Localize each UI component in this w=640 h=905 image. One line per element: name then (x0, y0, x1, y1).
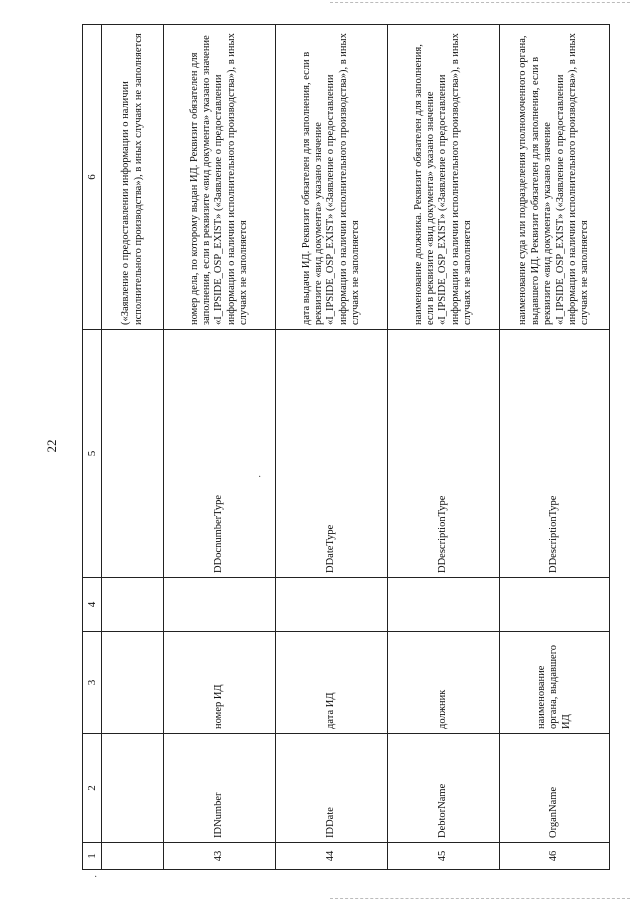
field-description: наименование должника. Реквизит обязателен для заполнения, если в реквизите «вид документа» указано значение «I_IPSIDE_OSP_EXIST» («Заявление о предоставлении информации о наличии исполнительного производства»), в иных случаях не заполняется (388, 25, 500, 330)
row-number: 44 (276, 843, 388, 870)
requisites-table (82, 24, 610, 870)
row-number: 43 (164, 843, 276, 870)
field-type: DDateType (276, 330, 388, 578)
field-type: DDescriptionType (500, 330, 610, 578)
field-required (388, 578, 500, 632)
scan-edge-top (330, 2, 630, 3)
field-name (102, 734, 164, 843)
header-row (83, 25, 102, 870)
table-row (500, 25, 610, 870)
field-description: номер дела, по которому выдан ИД. Реквизит обязателен для заполнения, если в реквизите «вид документа» указано значение «I_IPSIDE_OSP_EXIST» («Заявление о предоставлении информации о наличии исполнительного производства»), в иных случаях не заполняется (164, 25, 276, 330)
header-cell: 6 (83, 25, 102, 330)
field-required (102, 578, 164, 632)
field-title: наименование органа, выдавшего ИД (500, 632, 610, 734)
table-row (164, 25, 276, 870)
scan-edge-bottom (330, 898, 630, 899)
field-name: IDNumber (164, 734, 276, 843)
row-number (102, 843, 164, 870)
field-title: номер ИД (164, 632, 276, 734)
field-title (102, 632, 164, 734)
scan-speck: · (258, 472, 262, 483)
field-name: OrganName (500, 734, 610, 843)
header-cell: 4 (83, 578, 102, 632)
header-cell: 1 (83, 843, 102, 870)
page-number: 22 (44, 439, 59, 453)
field-required (276, 578, 388, 632)
field-type: DDocnumberType (164, 330, 276, 578)
field-type: DDescriptionType (388, 330, 500, 578)
field-description: дата выдачи ИД. Реквизит обязателен для заполнения, если в реквизите «вид документа» указано значение «I_IPSIDE_OSP_EXIST» («Заявление о предоставлении информации о наличии исполнительного производства»), в иных случаях не заполняется (276, 25, 388, 330)
field-required (164, 578, 276, 632)
field-description: («Заявление о предоставлении информации о наличии исполнительного производства»), в иных случаях не заполняется (102, 25, 164, 330)
field-name: IDDate (276, 734, 388, 843)
table-row (276, 25, 388, 870)
table-row (388, 25, 500, 870)
field-title: должник (388, 632, 500, 734)
header-cell: 2 (83, 734, 102, 843)
field-name: DebtorName (388, 734, 500, 843)
field-type (102, 330, 164, 578)
header-cell: 5 (83, 330, 102, 578)
rotated-table-container (82, 25, 608, 870)
field-required (500, 578, 610, 632)
field-description: наименование суда или подразделения уполномоченного органа, выдавшего ИД. Реквизит обязателен для заполнения, если в реквизите «вид документа» указано значение «I_IPSIDE_OSP_EXIST» («Заявление о предоставлении информации о наличии исполнительного производства»), в иных случаях не заполняется (500, 25, 610, 330)
header-cell: 3 (83, 632, 102, 734)
field-title: дата ИД (276, 632, 388, 734)
scan-speck: · (94, 872, 98, 883)
table-row (102, 25, 164, 870)
row-number: 46 (500, 843, 610, 870)
row-number: 45 (388, 843, 500, 870)
